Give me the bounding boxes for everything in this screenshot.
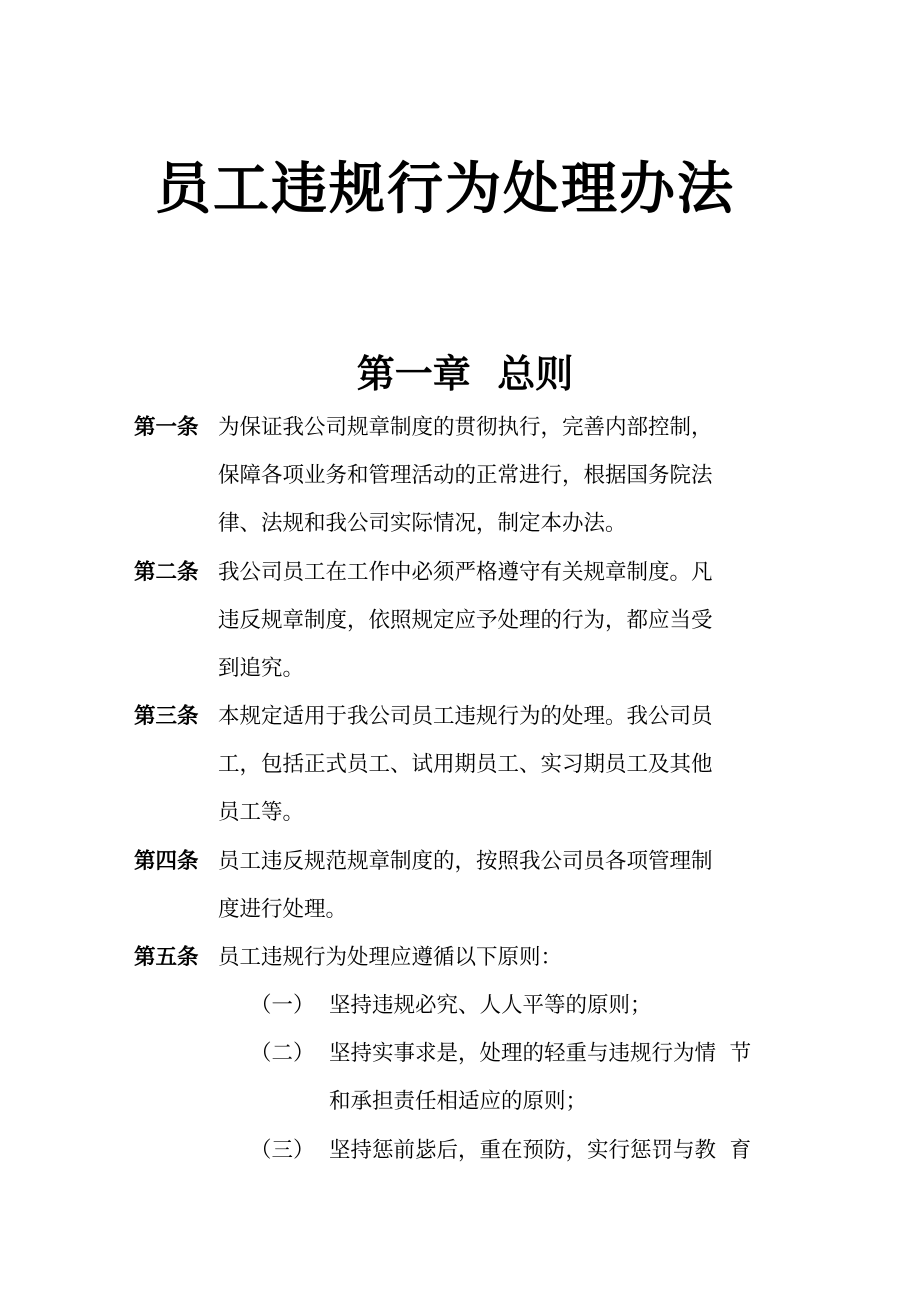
principle-3	[250, 1127, 810, 1175]
article-4	[134, 838, 794, 934]
principle-number: （二）	[250, 1041, 315, 1066]
article-line: 工，包括正式员工、试用期员工、实习期员工及其他	[218, 752, 713, 777]
article-line: 我公司员工在工作中必须严格遵守有关规章制度。凡	[218, 560, 713, 585]
principle-number: （一）	[250, 993, 315, 1018]
document-title: 员工违规行为处理办法	[155, 157, 735, 222]
principle-line: 坚持违规必究、人人平等的原则；	[329, 993, 652, 1018]
article-label: 第四条	[134, 849, 199, 874]
article-text	[218, 693, 794, 837]
article-label: 第三条	[134, 704, 199, 729]
article-line: 违反规章制度，依照规定应予处理的行为，都应当受	[218, 608, 713, 633]
article-label: 第一条	[134, 415, 199, 440]
article-line: 员工违反规范规章制度的，按照我公司员各项管理制	[218, 849, 713, 874]
article-line: 为保证我公司规章制度的贯彻执行，完善内部控制，	[218, 415, 713, 440]
principle-line: 坚持实事求是，处理的轻重与违规行为情 节	[329, 1041, 752, 1066]
article-text	[218, 404, 794, 548]
principle-text	[329, 1030, 810, 1126]
article-label: 第二条	[134, 560, 199, 585]
article-line: 度进行处理。	[218, 897, 348, 922]
principle-text	[329, 1127, 810, 1175]
article-5	[134, 934, 794, 982]
article-text	[218, 549, 794, 693]
principle-line: 和承担责任相适应的原则；	[329, 1089, 588, 1114]
article-line: 律、法规和我公司实际情况，制定本办法。	[218, 511, 627, 536]
principle-number: （三）	[250, 1138, 315, 1163]
article-2	[134, 549, 794, 693]
article-line: 本规定适用于我公司员工违规行为的处理。我公司员	[218, 704, 713, 729]
principle-line: 坚持惩前毖后，重在预防，实行惩罚与教 育	[329, 1138, 752, 1163]
article-line: 到追究。	[218, 656, 305, 681]
article-1	[134, 404, 794, 548]
principle-text	[329, 982, 810, 1030]
article-text	[218, 838, 794, 934]
article-text	[218, 934, 794, 982]
article-3	[134, 693, 794, 837]
article-line: 员工违规行为处理应遵循以下原则：	[218, 945, 563, 970]
article-line: 保障各项业务和管理活动的正常进行，根据国务院法	[218, 463, 713, 488]
principle-2	[250, 1030, 810, 1126]
principle-1	[250, 982, 810, 1030]
article-line: 员工等。	[218, 800, 305, 825]
article-label: 第五条	[134, 945, 199, 970]
chapter-title: 第一章 总则	[356, 352, 574, 396]
